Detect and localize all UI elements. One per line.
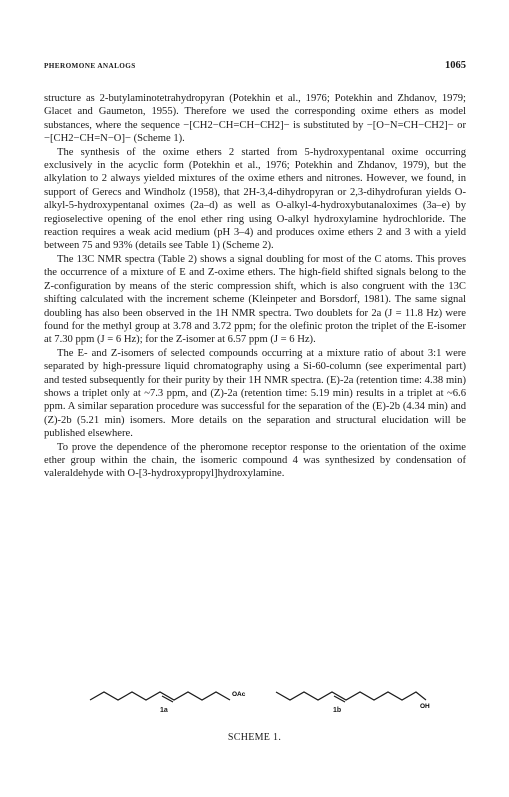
paragraph-1: structure as 2-butylaminotetrahydropyran (Potekhin et al., 1976; Potekhin and Zhdanov, 1979; Glacet and Gaumeton, 1955). Therefore we used the corresponding oxime ethers as model substances, where the sequence −[CH2−CH=CH−CH2]− is substituted by −[O−N=CH−CH2]− or −[CH2−CH=N−O]− (Scheme 1). (44, 93, 466, 145)
paragraph-2: The synthesis of the oxime ethers 2 started from 5-hydroxypentanal oxime occurring exclusively in the acyclic form (Potekhin et al., 1976; Potekhin and Zhdanov, 1979), but the alkylation to 2 always yielded mixtures of the oxime ethers and nitrones. However, we found, in support of Gerecs and Windholz (1958), that 2H-3,4-dihydropyran or 2,3-dihydrofuran yields O-alkyl-5-hydroxypentanal oximes (2a–d) as well as O-alkyl-4-hydroxybutanaloximes (3a–e) by regioselective opening of the enol ether ring using O-alkyl hydroxylamine hydrochloride. The reaction requires a weak acid medium (pH 3–4) and produces oxime ethers 2 and 3 with a yield between 75 and 93% (details see Table 1) (Scheme 2). (44, 146, 466, 252)
structure-1a-label: 1a (160, 707, 168, 714)
structure-1a-chain (90, 692, 230, 700)
scheme-1-structures (80, 678, 440, 768)
paragraph-3: The 13C NMR spectra (Table 2) shows a signal doubling for most of the C atoms. This proves the occurrence of a mixture of E and Z-oxime ethers. The high-field shifted signals belong to the Z-configuration by means of the steric compression shift, which is also congruent with the 13C shifting calculated with the increment scheme (Kleinpeter and Borsdorf, 1981). The same signal doubling has also been observed in the 1H NMR spectra. Two doublets for 2a (J = 11.8 Hz) were found for the methyl group at 3.78 and 3.72 ppm; for the olefinic proton the triplet of the E-isomer at 7.30 ppm (J = 6 Hz); for the Z-isomer at 6.57 ppm (J = 6 Hz). (44, 253, 466, 346)
paragraph-4: The E- and Z-isomers of selected compounds occurring at a mixture ratio of about 3:1 were separated by high-pressure liquid chromatography using a Si-60-column (see experimental part) and tested subsequently for their purity by their 1H NMR spectra. (E)-2a (retention time: 4.38 min) shows a triplet only at ~7.3 ppm, and (Z)-2a (retention time: 5.19 min) results in a triplet at ~6.6 ppm. A similar separation procedure was successful for the separation of the (E)-2b (4.34 min) and (Z)-2b (5.21 min) isomers. More details on the separation and structural elucidation will be published elsewhere. (44, 347, 466, 440)
page-header (44, 62, 466, 76)
structure-1a-oac: OAc (232, 691, 246, 698)
structure-1b-oh: OH (420, 703, 430, 710)
structure-1b-chain (276, 692, 426, 700)
running-title: PHEROMONE ANALOGS (44, 62, 136, 70)
structure-1b-label: 1b (333, 707, 342, 714)
scheme-caption: SCHEME 1. (227, 732, 282, 743)
paragraph-5: To prove the dependence of the pheromone receptor response to the orientation of the oxime ether group within the chain, the isomeric compound 4 was synthesized by condensation of valeraldehyde with O-[3-hydroxypropyl]hydroxylamine. (44, 441, 466, 480)
page-number: 1065 (445, 60, 466, 71)
body-text (44, 92, 466, 481)
